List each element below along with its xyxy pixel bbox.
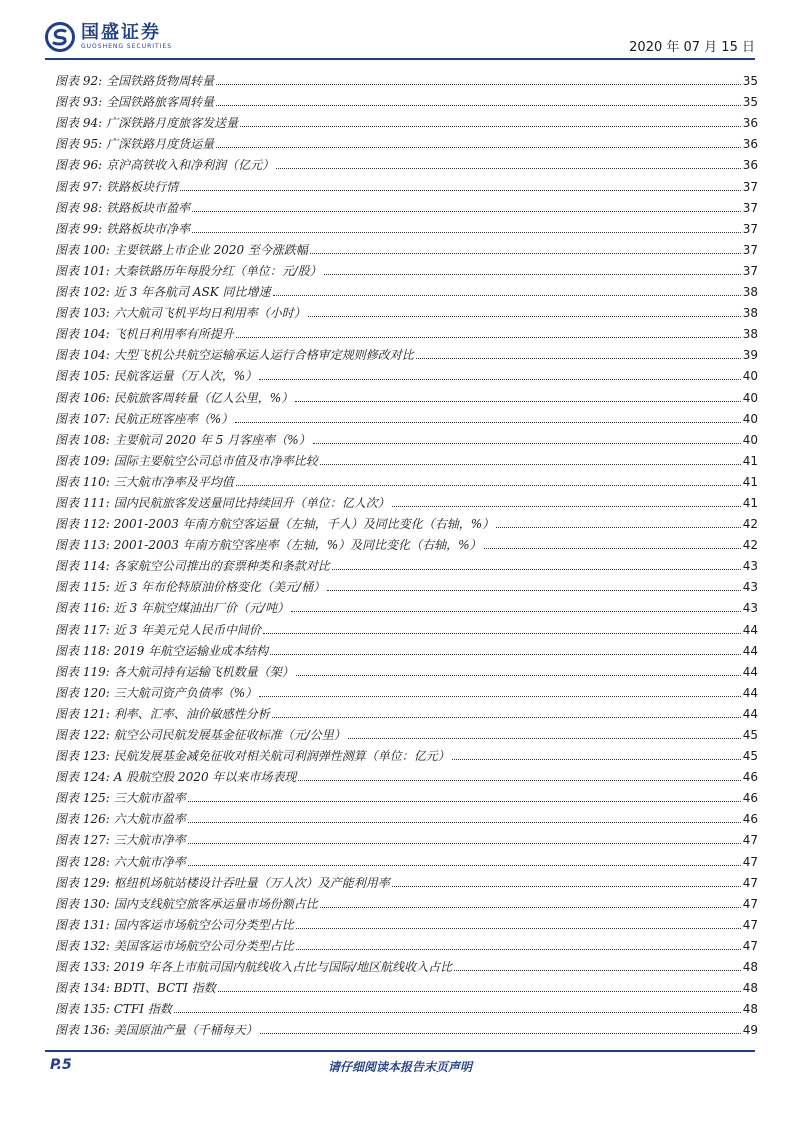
toc-entry-title: 主要铁路上市企业 2020 至今涨跌幅	[113, 242, 308, 257]
toc-entry-page: 37	[742, 179, 758, 194]
toc-entry-label: 图表 114:	[55, 559, 110, 574]
toc-entry-page: 42	[742, 538, 758, 553]
header-divider	[45, 58, 755, 60]
toc-entry-title: 各家航空公司推出的套票种类和条款对比	[113, 559, 330, 574]
toc-entry-label: 图表 131:	[55, 917, 110, 932]
toc-dot-leader	[263, 632, 741, 634]
toc-entry-label: 图表 108:	[55, 432, 110, 447]
toc-dot-leader	[236, 484, 741, 486]
toc-entry-label: 图表 118:	[55, 643, 110, 658]
toc-entry-label: 图表 109:	[55, 453, 110, 468]
toc-entry[interactable]	[55, 88, 758, 109]
company-logo	[45, 22, 172, 52]
toc-entry-title: 广深铁路月度货运量	[106, 137, 215, 152]
toc-entry-label: 图表 111:	[55, 495, 110, 510]
toc-dot-leader	[216, 104, 741, 106]
toc-entry-label: 图表 102:	[55, 285, 110, 300]
toc-entry-page: 40	[742, 432, 758, 447]
toc-entry-label: 图表 129:	[55, 875, 110, 890]
toc-dot-leader	[272, 716, 741, 718]
toc-dot-leader	[235, 421, 741, 423]
toc-entry-label: 图表 115:	[55, 580, 110, 595]
toc-entry-title: 广深铁路月度旅客发送量	[106, 116, 239, 131]
toc-dot-leader	[276, 167, 741, 169]
toc-entry-title: 三大航市净率	[113, 833, 186, 848]
toc-entry-title: CTFI 指数	[113, 1002, 172, 1017]
guosheng-logo-icon	[45, 22, 75, 52]
toc-entry-page: 37	[742, 200, 758, 215]
toc-dot-leader	[298, 779, 740, 781]
toc-entry[interactable]	[55, 257, 758, 278]
toc-dot-leader	[295, 400, 741, 402]
toc-entry-title: 六大航市净率	[113, 854, 186, 869]
toc-dot-leader	[332, 568, 741, 570]
toc-dot-leader	[188, 800, 741, 802]
toc-entry-label: 图表 96:	[55, 158, 103, 173]
toc-entry-title: 2019 年各上市航司国内航线收入占比与国际/地区航线收入占比	[113, 960, 453, 975]
toc-entry[interactable]	[55, 911, 758, 932]
toc-entry-title: 三大航司资产负债率（%）	[113, 685, 258, 700]
toc-entry-page: 47	[742, 917, 758, 932]
toc-entry-label: 图表 94:	[55, 116, 103, 131]
toc-entry-title: 三大航市净率及平均值	[113, 474, 234, 489]
toc-entry-title: 民航旅客周转量（亿人公里，%）	[113, 390, 294, 405]
toc-entry-page: 38	[742, 285, 758, 300]
toc-entry-title: 六大航市盈率	[113, 812, 186, 827]
toc-entry-page: 44	[742, 622, 758, 637]
toc-dot-leader	[273, 294, 741, 296]
toc-entry-label: 图表 104:	[55, 348, 110, 363]
toc-dot-leader	[296, 674, 741, 676]
toc-entry-title: 2019 年航空运输业成本结构	[113, 643, 269, 658]
toc-entry-page: 49	[742, 1023, 758, 1038]
toc-dot-leader	[259, 378, 741, 380]
toc-entry-label: 图表 125:	[55, 791, 110, 806]
toc-dot-leader	[308, 315, 741, 317]
toc-entry-title: 民航客运量（万人次，%）	[113, 369, 258, 384]
toc-entry-title: 国内支线航空旅客承运量市场份额占比	[113, 896, 318, 911]
toc-entry-label: 图表 105:	[55, 369, 110, 384]
toc-entry[interactable]	[55, 847, 758, 868]
toc-entry-title: 近 3 年布伦特原油价格变化（美元/桶）	[113, 580, 326, 595]
toc-dot-leader	[320, 906, 741, 908]
toc-entry-label: 图表 106:	[55, 390, 110, 405]
toc-entry-title: 大秦铁路历年每股分红（单位：元/股）	[113, 263, 322, 278]
toc-entry[interactable]	[55, 890, 758, 911]
page-number: P.5	[50, 1057, 72, 1073]
toc-entry-label: 图表 132:	[55, 938, 110, 953]
toc-entry-title: 航空公司民航发展基金征收标准（元/公里）	[113, 728, 346, 742]
toc-entry-title: 六大航司飞机平均日利用率（小时）	[113, 306, 306, 321]
toc-dot-leader	[310, 252, 741, 254]
toc-entry-page: 37	[742, 221, 758, 236]
toc-entry-label: 图表 101:	[55, 263, 110, 278]
toc-entry-page: 47	[742, 896, 758, 911]
toc-entry-page: 40	[742, 369, 758, 384]
toc-entry-label: 图表 133:	[55, 960, 110, 975]
toc-entry-label: 图表 100:	[55, 242, 110, 257]
table-of-figures	[55, 67, 758, 1037]
toc-entry-label: 图表 135:	[55, 1002, 110, 1017]
toc-dot-leader	[259, 695, 741, 697]
toc-entry-page: 43	[742, 601, 758, 616]
toc-entry-title: 大型飞机公共航空运输承运人运行合格审定规则修改对比	[113, 348, 414, 363]
toc-dot-leader	[452, 758, 741, 760]
toc-entry-page: 48	[742, 1002, 758, 1017]
toc-entry-page: 48	[742, 960, 758, 975]
toc-entry-label: 图表 134:	[55, 981, 110, 996]
toc-entry[interactable]	[55, 826, 758, 847]
toc-entry[interactable]	[55, 953, 758, 974]
toc-entry-title: A 股航空股 2020 年以来市场表现	[113, 770, 297, 785]
toc-entry-page: 44	[742, 706, 758, 721]
toc-entry-label: 图表 126:	[55, 812, 110, 827]
toc-entry[interactable]	[55, 552, 758, 573]
toc-entry-page: 42	[742, 517, 758, 532]
toc-entry-title: 京沪高铁收入和净利润（亿元）	[106, 158, 275, 173]
toc-entry-page: 37	[742, 263, 758, 278]
toc-entry[interactable]	[55, 215, 758, 236]
toc-entry-title: BDTI、BCTI 指数	[113, 981, 216, 996]
toc-entry-page: 41	[742, 495, 758, 510]
toc-entry-title: 铁路板块市净率	[106, 221, 191, 236]
toc-entry[interactable]	[55, 130, 758, 151]
toc-entry-page: 36	[742, 137, 758, 152]
toc-entry-page: 43	[742, 580, 758, 595]
toc-entry-label: 图表 99:	[55, 221, 103, 236]
toc-dot-leader	[348, 737, 741, 739]
toc-entry[interactable]	[55, 700, 758, 721]
toc-entry-title: 近 3 年美元兑人民币中间价	[113, 622, 262, 637]
toc-entry-title: 美国原油产量（千桶每天）	[113, 1023, 258, 1038]
toc-entry[interactable]	[55, 489, 758, 510]
toc-entry-label: 图表 103:	[55, 306, 110, 321]
toc-entry[interactable]	[55, 763, 758, 784]
toc-entry-page: 41	[742, 474, 758, 489]
toc-dot-leader	[192, 231, 741, 233]
toc-dot-leader	[180, 189, 741, 191]
toc-entry-title: 2001-2003 年南方航空客运量（左轴，千人）及同比变化（右轴，%）	[113, 517, 495, 532]
toc-entry[interactable]	[55, 278, 758, 299]
toc-entry-label: 图表 92:	[55, 74, 103, 89]
toc-entry[interactable]	[55, 784, 758, 805]
toc-dot-leader	[320, 463, 741, 465]
toc-entry-title: 国内民航旅客发送量同比持续回升（单位：亿人次）	[113, 495, 390, 510]
toc-entry[interactable]	[55, 615, 758, 636]
toc-entry[interactable]	[55, 805, 758, 826]
toc-entry-label: 图表 93:	[55, 95, 103, 110]
toc-dot-leader	[327, 589, 741, 591]
toc-dot-leader	[416, 357, 741, 359]
toc-dot-leader	[192, 210, 741, 212]
toc-entry[interactable]	[55, 299, 758, 320]
toc-entry-title: 美国客运市场航空公司分类型占比	[113, 938, 294, 953]
toc-entry-title: 铁路板块市盈率	[106, 200, 191, 215]
toc-entry-label: 图表 119:	[55, 664, 110, 679]
toc-entry-page: 47	[742, 938, 758, 953]
toc-dot-leader	[392, 885, 741, 887]
toc-entry[interactable]	[55, 172, 758, 193]
toc-entry-page: 40	[742, 390, 758, 405]
toc-entry-label: 图表 98:	[55, 200, 103, 215]
toc-entry-title: 近 3 年各航司 ASK 同比增速	[113, 285, 271, 300]
toc-entry-title: 主要航司 2020 年 5 月客座率（%）	[113, 432, 311, 447]
toc-dot-leader	[313, 442, 741, 444]
toc-entry-label: 图表 124:	[55, 770, 110, 785]
toc-entry[interactable]	[55, 573, 758, 594]
toc-entry-page: 39	[742, 348, 758, 363]
toc-dot-leader	[216, 83, 741, 85]
toc-entry-label: 图表 95:	[55, 137, 103, 152]
toc-entry-title: 三大航市盈率	[113, 791, 186, 806]
toc-entry-page: 43	[742, 559, 758, 574]
toc-entry-page: 46	[742, 770, 758, 785]
toc-entry[interactable]	[55, 658, 758, 679]
toc-entry[interactable]	[55, 320, 758, 341]
toc-dot-leader	[324, 273, 741, 275]
toc-entry-page: 44	[742, 685, 758, 700]
toc-entry-page: 36	[742, 116, 758, 131]
toc-entry-page: 37	[742, 242, 758, 257]
footer-divider	[45, 1050, 755, 1052]
toc-entry-title: 民航正班客座率（%）	[113, 411, 234, 426]
toc-entry-page: 38	[742, 306, 758, 321]
toc-dot-leader	[174, 1011, 741, 1013]
toc-dot-leader	[496, 526, 741, 528]
toc-entry-page: 47	[742, 854, 758, 869]
toc-dot-leader	[218, 990, 741, 992]
toc-dot-leader	[296, 927, 741, 929]
toc-entry-label: 图表 130:	[55, 896, 110, 911]
toc-entry[interactable]	[55, 67, 758, 88]
toc-entry-page: 35	[742, 95, 758, 110]
toc-entry-page: 45	[742, 749, 758, 764]
toc-dot-leader	[291, 610, 741, 612]
toc-entry-page: 45	[742, 728, 758, 742]
toc-entry-page: 44	[742, 664, 758, 679]
toc-entry-title: 枢纽机场航站楼设计吞吐量（万人次）及产能利用率	[113, 875, 390, 890]
toc-entry-label: 图表 136:	[55, 1023, 110, 1038]
toc-entry[interactable]	[55, 995, 758, 1016]
toc-entry[interactable]	[55, 468, 758, 489]
page-header	[45, 22, 755, 56]
toc-entry-page: 48	[742, 981, 758, 996]
toc-entry-title: 飞机日利用率有所提升	[113, 327, 234, 342]
toc-dot-leader	[236, 336, 741, 338]
toc-entry-title: 全国铁路旅客周转量	[106, 95, 215, 110]
toc-entry-page: 44	[742, 643, 758, 658]
toc-dot-leader	[454, 969, 741, 971]
footer-disclaimer: 请仔细阅读本报告末页声明	[327, 1060, 472, 1074]
toc-entry-label: 图表 107:	[55, 411, 110, 426]
toc-entry[interactable]	[55, 974, 758, 995]
toc-entry-title: 各大航司持有运输飞机数量（架）	[113, 664, 294, 679]
toc-entry[interactable]	[55, 109, 758, 130]
toc-entry-page: 47	[742, 875, 758, 890]
toc-entry-label: 图表 127:	[55, 833, 110, 848]
toc-entry-title: 国际主要航空公司总市值及市净率比较	[113, 453, 318, 468]
toc-entry-title: 国内客运市场航空公司分类型占比	[113, 917, 294, 932]
toc-entry[interactable]	[55, 194, 758, 215]
toc-entry-title: 铁路板块行情	[106, 179, 179, 194]
toc-entry[interactable]	[55, 932, 758, 953]
toc-entry-page: 46	[742, 812, 758, 827]
toc-entry[interactable]	[55, 510, 758, 531]
toc-entry-title: 近 3 年航空煤油出厂价（元/吨）	[113, 601, 290, 616]
toc-dot-leader	[188, 821, 741, 823]
toc-entry[interactable]	[55, 447, 758, 468]
toc-entry-page: 38	[742, 327, 758, 342]
toc-entry-page: 47	[742, 833, 758, 848]
toc-entry-page: 40	[742, 411, 758, 426]
toc-entry-label: 图表 112:	[55, 517, 110, 532]
toc-dot-leader	[240, 125, 741, 127]
toc-entry[interactable]	[55, 679, 758, 700]
toc-entry[interactable]	[55, 531, 758, 552]
toc-entry[interactable]	[55, 405, 758, 426]
toc-entry[interactable]	[55, 341, 758, 362]
toc-entry-label: 图表 116:	[55, 601, 110, 616]
toc-dot-leader	[392, 505, 741, 507]
toc-entry-page: 46	[742, 791, 758, 806]
toc-entry-label: 图表 120:	[55, 685, 110, 700]
toc-entry-title: 全国铁路货物周转量	[106, 74, 215, 89]
toc-entry-label: 图表 104:	[55, 327, 110, 342]
toc-entry-label: 图表 110:	[55, 474, 110, 489]
toc-entry[interactable]	[55, 637, 758, 658]
logo-cn-text: 国盛证券	[81, 22, 161, 43]
toc-entry-title: 民航发展基金减免征收对相关航司利润弹性测算（单位：亿元）	[113, 749, 450, 764]
toc-entry[interactable]	[55, 869, 758, 890]
toc-dot-leader	[188, 864, 741, 866]
toc-entry-label: 图表 117:	[55, 622, 110, 637]
toc-entry[interactable]	[55, 236, 758, 257]
toc-entry-label: 图表 122:	[55, 728, 110, 742]
toc-entry-label: 图表 123:	[55, 749, 110, 764]
toc-dot-leader	[216, 146, 741, 148]
toc-entry[interactable]	[55, 742, 758, 763]
toc-dot-leader	[260, 1032, 741, 1034]
report-date: 2020 年 07 月 15 日	[629, 40, 755, 55]
toc-entry[interactable]	[55, 594, 758, 615]
toc-entry[interactable]	[55, 1016, 758, 1037]
toc-dot-leader	[270, 653, 741, 655]
toc-entry-page: 36	[742, 158, 758, 173]
toc-dot-leader	[484, 547, 741, 549]
toc-entry-label: 图表 113:	[55, 538, 110, 553]
toc-entry-title: 2001-2003 年南方航空客座率（左轴，%）及同比变化（右轴，%）	[113, 538, 482, 553]
toc-entry-label: 图表 128:	[55, 854, 110, 869]
toc-entry[interactable]	[55, 362, 758, 383]
toc-dot-leader	[296, 948, 741, 950]
toc-entry-page: 41	[742, 453, 758, 468]
toc-entry[interactable]	[55, 426, 758, 447]
toc-entry[interactable]	[55, 383, 758, 404]
toc-entry-page: 35	[742, 74, 758, 89]
toc-entry[interactable]	[55, 151, 758, 172]
toc-entry-title: 利率、汇率、油价敏感性分析	[113, 706, 270, 721]
logo-en-text: GUOSHENG SECURITIES	[81, 43, 173, 50]
toc-entry[interactable]	[55, 721, 758, 742]
toc-dot-leader	[188, 842, 741, 844]
toc-entry-label: 图表 97:	[55, 179, 103, 194]
toc-entry-label: 图表 121:	[55, 706, 110, 721]
